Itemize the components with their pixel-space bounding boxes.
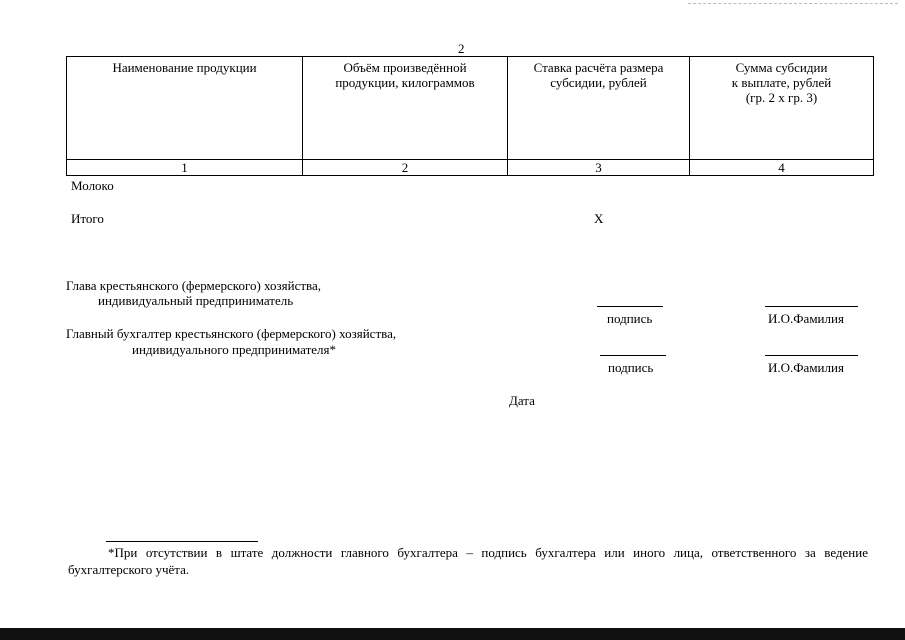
subsidy-table bbox=[66, 56, 874, 176]
accountant-name-caption: И.О.Фамилия bbox=[768, 360, 844, 375]
accountant-title-line2: индивидуального предпринимателя* bbox=[132, 342, 337, 357]
header-text: Сумма субсидии bbox=[735, 60, 828, 75]
date-label: Дата bbox=[509, 393, 535, 408]
accountant-title-line1: Главный бухгалтер крестьянского (фермерского) хозяйства, bbox=[66, 326, 397, 341]
column-number: 1 bbox=[181, 160, 188, 175]
scan-edge-bar bbox=[0, 628, 905, 640]
accountant-name-line bbox=[765, 355, 858, 356]
total-rate-mark: Х bbox=[594, 211, 604, 226]
table-header-cell bbox=[508, 60, 689, 90]
header-text: к выплате, рублей bbox=[731, 75, 832, 90]
header-text: Наименование продукции bbox=[112, 60, 257, 75]
header-text: (гр. 2 х гр. 3) bbox=[745, 90, 818, 105]
row-label-total: Итого bbox=[71, 211, 104, 226]
header-text: продукции, килограммов bbox=[335, 75, 475, 90]
table-header-cell bbox=[67, 60, 302, 75]
head-title-line2: индивидуальный предприниматель bbox=[98, 293, 294, 308]
page-number: 2 bbox=[458, 41, 465, 56]
table-header-cell bbox=[690, 60, 873, 105]
column-number: 4 bbox=[778, 160, 785, 175]
column-number: 2 bbox=[401, 160, 409, 175]
header-text: Ставка расчёта размера bbox=[533, 60, 664, 75]
head-name-caption: И.О.Фамилия bbox=[768, 311, 844, 326]
head-name-line bbox=[765, 306, 858, 307]
head-signature-caption: подпись bbox=[607, 311, 653, 326]
head-signature-line bbox=[597, 306, 663, 307]
head-title-line1: Глава крестьянского (фермерского) хозяйства, bbox=[66, 278, 322, 293]
top-border-fragment bbox=[688, 3, 898, 4]
footnote-separator bbox=[106, 541, 258, 542]
accountant-signature-line bbox=[600, 355, 666, 356]
footnote: *При отсутствии в штате должности главного бухгалтера – подпись бухгалтера или иного лица, ответственного за ведение бухгалтерского учёта. bbox=[68, 545, 868, 577]
header-text: Объём произведённой bbox=[343, 60, 467, 75]
accountant-signature-caption: подпись bbox=[608, 360, 654, 375]
table-header-cell bbox=[303, 60, 507, 90]
row-label-milk: Молоко bbox=[71, 178, 114, 193]
header-text: субсидии, рублей bbox=[550, 75, 647, 90]
column-number: 3 bbox=[595, 160, 602, 175]
